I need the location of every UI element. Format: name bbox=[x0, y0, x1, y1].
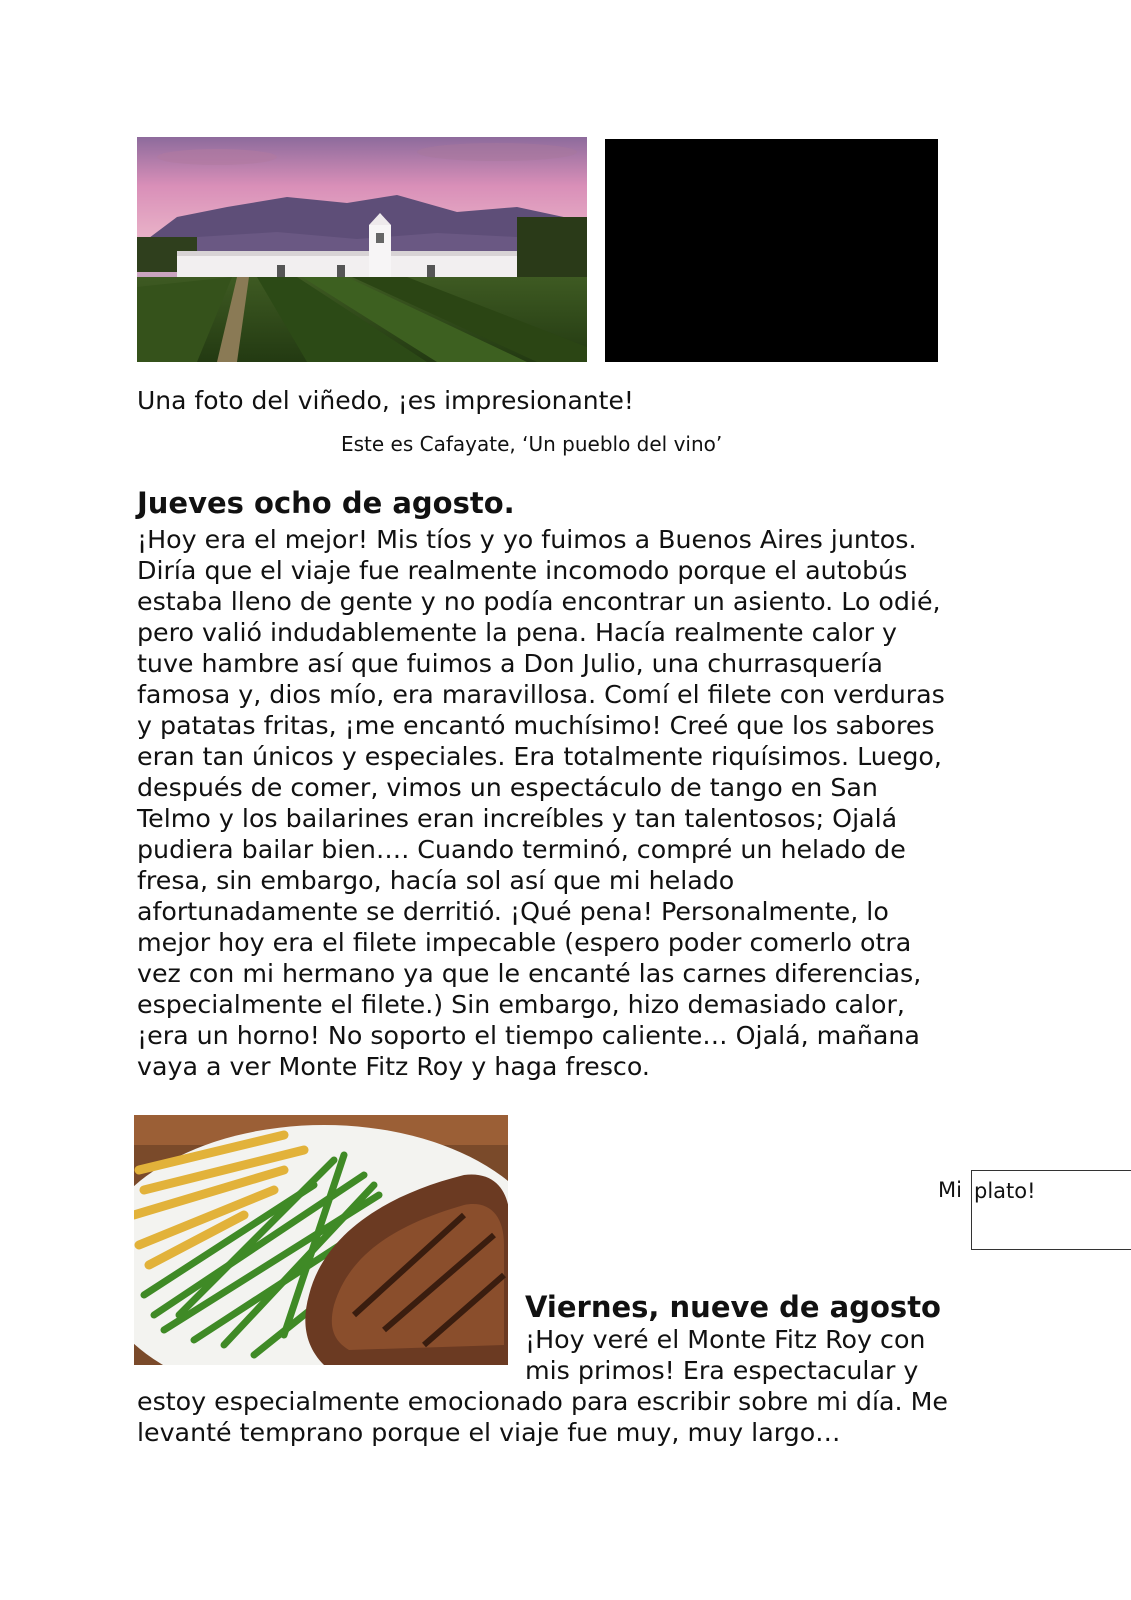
viernes-line: ¡Hoy veré el Monte Fitz Roy con bbox=[525, 1325, 926, 1354]
cafayate-caption: Este es Cafayate, ‘Un pueblo del vino’ bbox=[341, 432, 723, 456]
vineyard-caption: Una foto del viñedo, ¡es impresionante! bbox=[137, 386, 634, 415]
steak-plate-photo bbox=[134, 1115, 508, 1365]
jueves-line: estaba lleno de gente y no podía encontrar un asiento. Lo odié, bbox=[137, 587, 941, 616]
viernes-line: mis primos! Era espectacular y bbox=[525, 1356, 919, 1385]
jueves-line: después de comer, vimos un espectáculo de tango en San bbox=[137, 773, 878, 802]
jueves-line: y patatas fritas, ¡me encantó muchísimo! Creé que los sabores bbox=[137, 711, 935, 740]
jueves-line: afortunadamente se derritió. ¡Qué pena! Personalmente, lo bbox=[137, 897, 889, 926]
jueves-line: vez con mi hermano ya que le encanté las carnes diferencias, bbox=[137, 959, 922, 988]
redacted-image bbox=[605, 139, 938, 362]
jueves-line: ¡era un horno! No soporto el tiempo caliente… Ojalá, mañana bbox=[137, 1021, 920, 1050]
vineyard-photo bbox=[137, 137, 587, 362]
jueves-paragraph bbox=[137, 524, 997, 1082]
jueves-line: ¡Hoy era el mejor! Mis tíos y yo fuimos a Buenos Aires juntos. bbox=[137, 525, 917, 554]
plate-caption-box bbox=[971, 1170, 1131, 1250]
jueves-line: famosa y, dios mío, era maravillosa. Comí el filete con verduras bbox=[137, 680, 945, 709]
jueves-heading: Jueves ocho de agosto. bbox=[137, 486, 515, 520]
jueves-line: Telmo y los bailarines eran increíbles y tan talentosos; Ojalá bbox=[137, 804, 898, 833]
jueves-line: mejor hoy era el filete impecable (espero poder comerlo otra bbox=[137, 928, 912, 957]
jueves-line: Diría que el viaje fue realmente incomodo porque el autobús bbox=[137, 556, 908, 585]
jueves-line: vaya a ver Monte Fitz Roy y haga fresco. bbox=[137, 1052, 650, 1081]
jueves-line: pero valió indudablemente la pena. Hacía realmente calor y bbox=[137, 618, 897, 647]
plate-caption-plato: plato! bbox=[974, 1179, 1036, 1203]
viernes-line: estoy especialmente emocionado para escribir sobre mi día. Me bbox=[137, 1387, 948, 1416]
jueves-line: eran tan únicos y especiales. Era totalmente riquísimos. Luego, bbox=[137, 742, 942, 771]
jueves-line: fresa, sin embargo, hacía sol así que mi helado bbox=[137, 866, 735, 895]
jueves-line: especialmente el filete.) Sin embargo, hizo demasiado calor, bbox=[137, 990, 905, 1019]
plate-caption-mi: Mi bbox=[938, 1178, 962, 1202]
jueves-line: pudiera bailar bien…. Cuando terminó, compré un helado de bbox=[137, 835, 906, 864]
viernes-line: levanté temprano porque el viaje fue muy, muy largo… bbox=[137, 1418, 841, 1447]
viernes-heading: Viernes, nueve de agosto bbox=[525, 1290, 941, 1324]
jueves-line: tuve hambre así que fuimos a Don Julio, una churrasquería bbox=[137, 649, 883, 678]
